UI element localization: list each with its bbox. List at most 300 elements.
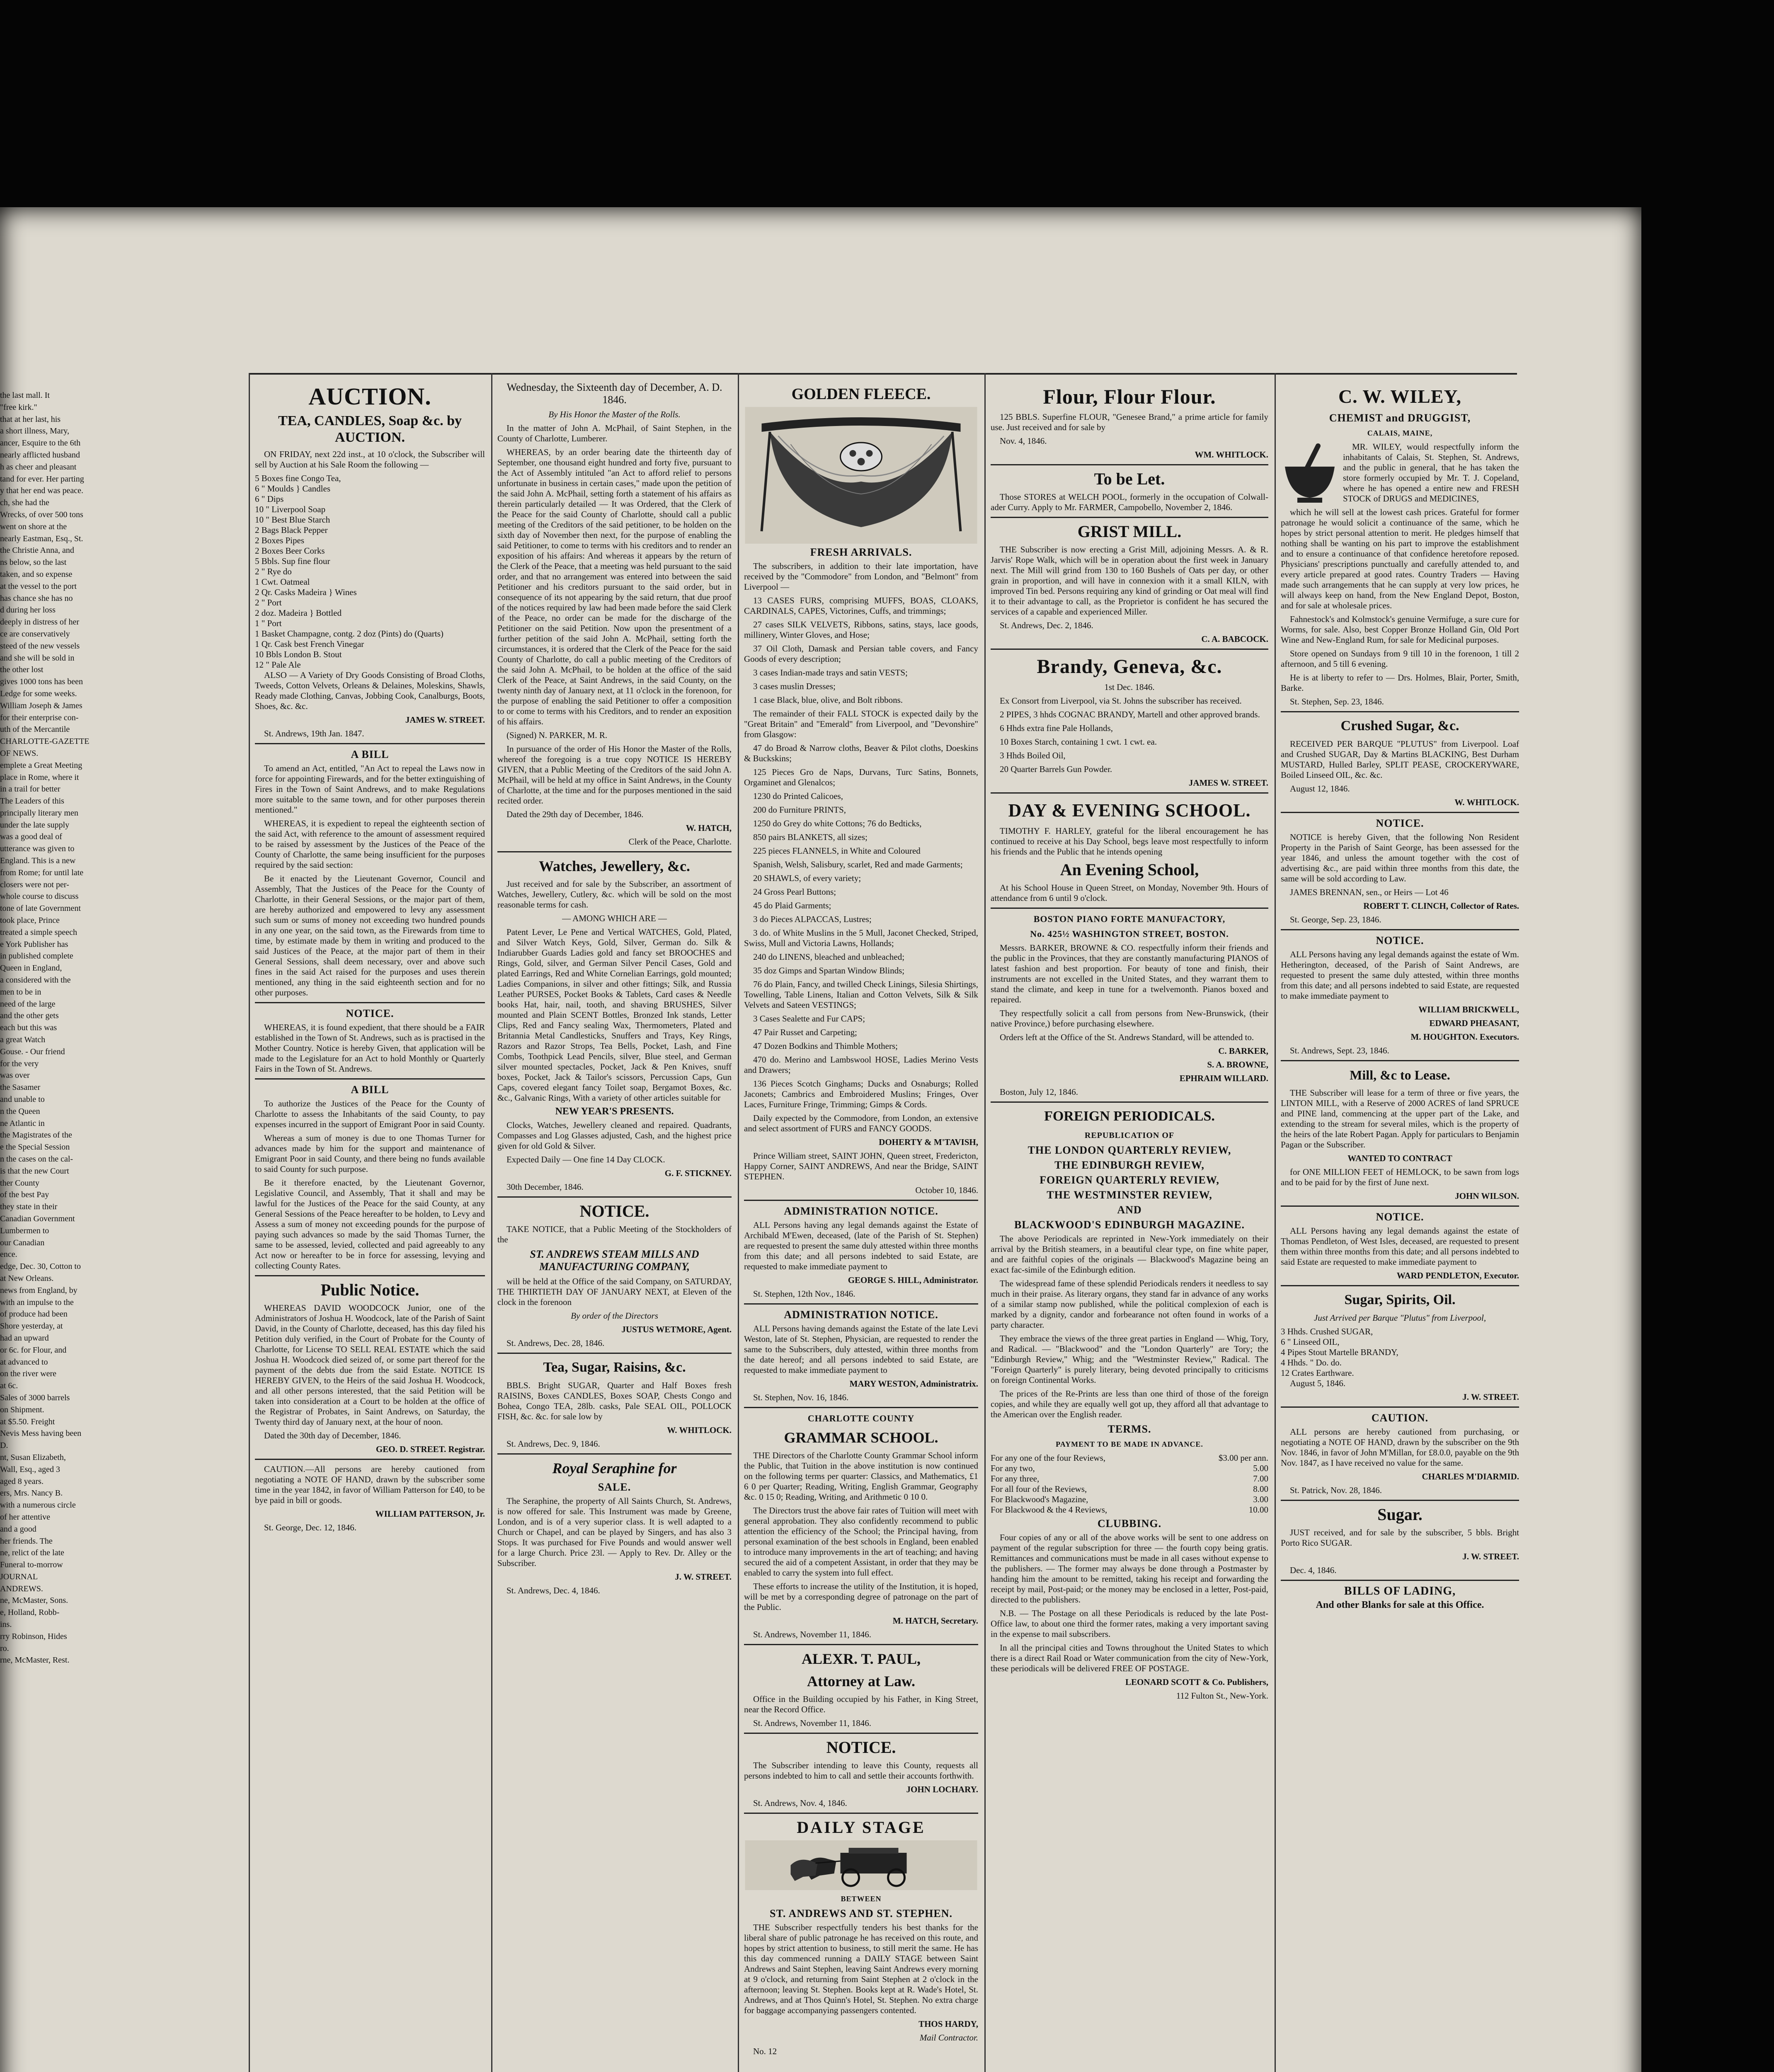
- spirits-item: 12 Crates Earthware.: [1281, 1368, 1354, 1378]
- fragment-line: d during her loss: [0, 605, 56, 615]
- terms-row: [991, 1484, 1268, 1494]
- grammar-county: CHARLOTTE COUNTY: [807, 1413, 915, 1423]
- auction-intro: ON FRIDAY, next 22d inst., at 10 o'clock, the Subscriber will sell by Auction at his Sale Room the following —: [255, 449, 485, 470]
- watches-list: Patent Lever, Le Pene and Vertical WATCHES, Gold, Plated, and Silver Watch Keys, Gold, Silver, German do. Silk & Indiarubber Guards Ladies gold and fancy set BROOCHES and Rings, Gold, silver, and German Silver Pencil Cases, Gold and plated Earrings, Red and White Cornelian Earrings, gold mounted; Ladies Companions, in silver and other fittings; Silk, and Russia Leather PURSES, Pocket Books & Tablets, Card cases & Needle books Hat, hair, nail, tooth, and shaving BRUSHES, Silver mounted and Plain SCENT Bottles, Bronzed Ink stands, Letter Clips, Red and Fancy sealing Wax, Thermometers, Plated and Britannia Metal Candlesticks, Snuffers and Trays, Key Rings, Razors and Razor Strops, Tea Bells, Pocket, Lash, and Fine Combs, Toothpick Lead Pencils, silver, Blue steel, and German silver mounted spectacles, Pocket, Jack & Pen Knives, snuff boxes, Pocket, Jack & Tailor's scissors, Percussion Caps, Gun Caps, covered elegant fancy Toilet soap, Bergamot Boxes, &c. &c., Galvanic Rings, With a variety of other articles suitable for: [497, 927, 732, 1103]
- fragment-line: and a good: [0, 1524, 36, 1534]
- fragment-line: the Christie Anna, and: [0, 546, 74, 555]
- fragment-line: tand for ever. Her parting: [0, 474, 84, 484]
- fragment-line: a considered with the: [0, 975, 71, 985]
- foreign-periodical: BLACKWOOD'S EDINBURGH MAGAZINE.: [1014, 1219, 1245, 1231]
- fragment-line: was a good deal of: [0, 832, 62, 842]
- spirits-sub: Just Arrived per Barque "Plutus" from Liverpool,: [1314, 1313, 1486, 1323]
- brandy-title: Brandy, Geneva, &c.: [1037, 656, 1222, 678]
- auction-date: St. Andrews, 19th Jan. 1847.: [264, 729, 364, 738]
- fragment-line: ne Atlantic in: [0, 1118, 45, 1128]
- auction-item: 12 " Pale Ale: [255, 660, 301, 670]
- fragment-line: deeply in distress of her: [0, 617, 80, 627]
- foreign-text-3: They embrace the views of the three great parties in England — Whig, Tory, and Radical. — "Blackwood" and the "London Quarterly" are Tory; the "Edinburgh Review," Whig; and the "Westminster Review," Radical. The "Foreign Quarterly" is purely literary, being devoted principally to criticisms on foreign Continental Works.: [991, 1334, 1268, 1385]
- terms-row: [991, 1453, 1268, 1463]
- fragment-line: at New Orleans.: [0, 1273, 54, 1283]
- fragment-line: ins.: [0, 1620, 12, 1629]
- spirits-item: 4 Hhds. " Do. do.: [1281, 1358, 1342, 1368]
- fragment-line: ers, Mrs. Nancy B.: [0, 1489, 63, 1498]
- foreign-text-2: The widespread fame of these splendid Periodicals renders it needless to say much in their praise. As literary organs, they stand far in advance of any works of a similar stamp now published, while the political complexion of each is marked by a dignity, candor and forbearance not often found in works of a party character.: [991, 1278, 1268, 1330]
- fleece-goods-item: 470 do. Merino and Lambswool HOSE, Ladies Merino Vests and Drawers;: [744, 1055, 978, 1075]
- fragment-line: principally literary men: [0, 808, 78, 818]
- by-order-date: St. Andrews, Dec. 28, 1846.: [507, 1338, 605, 1348]
- admin1-text: ALL Persons having any legal demands against the Estate of Archibald M'Ewen, deceased, (late of the Parish of St. Stephen) are requested to present the same duly attested within three months from this date; and all persons indebted to said Estate, are requested to make immediate payment to: [744, 1220, 978, 1271]
- piano-heading: BOSTON PIANO FORTE MANUFACTORY,: [1033, 914, 1226, 924]
- order-date-heading: Wednesday, the Sixteenth day of December, A. D. 1846.: [507, 381, 722, 406]
- fleece-goods-item: 850 pairs BLANKETS, all sizes;: [753, 832, 868, 842]
- fragment-line: of her attentive: [0, 1512, 51, 1522]
- caution-text-col5: ALL persons are hereby cautioned from purchasing, or negotiating a NOTE OF HAND, drawn by the subscriber on the 9th Nov. 1846, in favor of John M'Millan, for £8.0.0, payable on the 9th Nov. 1847, as I have received no value for the same.: [1281, 1427, 1519, 1468]
- wiley-text-5: He is at liberty to refer to — Drs. Holmes, Blair, Porter, Smith, Barke.: [1281, 673, 1519, 693]
- divider: [744, 1407, 978, 1408]
- auction-item: 10 Bbls London B. Stout: [255, 649, 342, 659]
- divider: [991, 517, 1268, 518]
- fragment-line: need of the large: [0, 999, 56, 1009]
- foreign-periodical: THE WESTMINSTER REVIEW,: [1047, 1189, 1212, 1201]
- terms-item: For any three,: [991, 1474, 1040, 1484]
- fragment-line: ne, McMaster, Sons.: [0, 1596, 68, 1605]
- bills-of-lading-text: And other Blanks for sale at this Office.: [1316, 1600, 1484, 1610]
- foreign-periodicals-list: [991, 1144, 1268, 1231]
- fragment-line: ne, relict of the late: [0, 1548, 64, 1558]
- stage-number: No. 12: [753, 2046, 777, 2056]
- order-signature: W. HATCH,: [686, 823, 732, 833]
- lochary-notice-text: The Subscriber intending to leave this County, requests all persons indebted to him to call and settle their accounts forthwith.: [744, 1760, 978, 1781]
- spirits-title: Sugar, Spirits, Oil.: [1344, 1292, 1456, 1307]
- fragment-line: nearly Eastman, Esq., St.: [0, 534, 83, 543]
- order-dated: Dated the 29th day of December, 1846.: [507, 809, 644, 819]
- fleece-signature: DOHERTY & M'TAVISH,: [879, 1137, 978, 1147]
- grammar-text-2: The Directors trust the above fair rates of Tuition will meet with general approbation. They also confidently recommend to public attention the efficiency of the School; the Principal having, from personal examination of the best schools in England, been enabled to introduce many improvements in the art of teaching; and having secured the aid of a competent Assistant, in order that they may be enabled to carry the system into full effect.: [744, 1506, 978, 1578]
- daily-stage-title: DAILY STAGE: [797, 1818, 926, 1837]
- fragment-line: they state in their: [0, 1202, 58, 1212]
- spirits-date: August 5, 1846.: [1290, 1378, 1346, 1388]
- golden-fleece-icon: [744, 407, 978, 544]
- to-be-let-title: To be Let.: [1094, 470, 1165, 488]
- divider: [1281, 812, 1519, 813]
- divider: [1281, 1500, 1519, 1501]
- foreign-periodical: AND: [1117, 1204, 1142, 1216]
- bill1-body: [255, 763, 485, 998]
- flour-title: Flour, Flour Flour.: [1043, 385, 1216, 408]
- caution-date-col5: St. Patrick, Nov. 28, 1846.: [1290, 1485, 1382, 1495]
- notice1-date: St. George, Sep. 23, 1846.: [1290, 915, 1381, 925]
- fragment-line: Nevis Mess having been: [0, 1429, 82, 1438]
- day-evening-school-title: DAY & EVENING SCHOOL.: [1008, 800, 1251, 821]
- notice2-signature: WILLIAM BRICKWELL,: [1418, 1005, 1519, 1014]
- stockholders-notice-rest: will be held at the Office of the said Company, on SATURDAY, THE THIRTIETH DAY OF JANUARY NEXT, at Eleven of the clock in the forenoon: [497, 1276, 732, 1307]
- fragment-line: or 6c. for Flour, and: [0, 1345, 67, 1355]
- paul-date: St. Andrews, November 11, 1846.: [753, 1718, 872, 1728]
- fragment-line: h as cheer and pleasant: [0, 462, 77, 472]
- terms-row: [991, 1494, 1268, 1505]
- terms-sub: PAYMENT TO BE MADE IN ADVANCE.: [1056, 1440, 1203, 1448]
- fragment-line: ce are conservatively: [0, 629, 70, 639]
- crushed-sugar-text: RECEIVED PER BARQUE "PLUTUS" from Liverpool. Loaf and Crushed SUGAR, Day & Martins BLACKING, Best Durham MUSTARD, Hulled Barley, SPLIT PEASE, CROCKERYWARE, Boiled Linseed OIL, &c. &c.: [1281, 739, 1519, 780]
- fragment-line: The Leaders of this: [0, 796, 64, 806]
- grist-mill-text: THE Subscriber is now erecting a Grist Mill, adjoining Messrs. A. & R. Jarvis' Rope Walk, which will be in operation about the first week in January next. The Mill will grind from 130 to 160 Bushels of Oats per day, or other grain in proportion, and will have in connexion with it a small KILN, with improved Tin bed. Persons requiring any kind of grinding or Oat meal will find it to their advantage to call, as the Proprietor is confident he has secured the services of a capable and experienced Miller.: [991, 545, 1268, 617]
- divider: [497, 1453, 732, 1455]
- lochary-notice-title: NOTICE.: [826, 1738, 896, 1757]
- divider: [255, 1078, 485, 1080]
- column-rule: [984, 373, 986, 2072]
- golden-fleece-title: GOLDEN FLEECE.: [791, 385, 931, 403]
- fragment-line: on the river were: [0, 1369, 57, 1379]
- divider: [255, 1002, 485, 1003]
- auction-item: 10 " Best Blue Starch: [255, 515, 330, 525]
- lochary-signature: JOHN LOCHARY.: [906, 1784, 978, 1794]
- mill-lease-title: Mill, &c to Lease.: [1350, 1067, 1450, 1082]
- fragment-line: was over: [0, 1071, 30, 1080]
- foreign-text-4: The prices of the Re-Prints are less than one third of those of the foreign copies, and while they are equally well got up, they afford all that advantage to the American over the English reader.: [991, 1389, 1268, 1419]
- school-text: TIMOTHY F. HARLEY, grateful for the liberal encouragement he has continued to receive at his Day School, begs leave most respectfully to inform his friends and the Public that he intends opening: [991, 826, 1268, 857]
- notice3-title: NOTICE.: [1376, 1211, 1424, 1223]
- auction-item: 10 " Liverpool Soap: [255, 504, 326, 514]
- wanted-title: WANTED TO CONTRACT: [1347, 1153, 1452, 1163]
- top-rule: [249, 373, 1517, 375]
- order-paragraph: (Signed) N. PARKER, M. R.: [507, 730, 608, 740]
- public-notice-title: Public Notice.: [320, 1280, 419, 1299]
- auction-item: 2 Bags Black Pepper: [255, 525, 328, 535]
- divider: [497, 1196, 732, 1198]
- fragment-line: ro.: [0, 1644, 9, 1653]
- terms-price: $3.00 per ann.: [1218, 1453, 1268, 1463]
- divider: [1281, 929, 1519, 930]
- grammar-text: THE Directors of the Charlotte County Grammar School inform the Public, that Tuition in the above institution is now continued on the following terms per quarter: Classics, and Mathematics, £1 6 0 per Quarter; Reading, Writing, English Grammar, Geography &c. 0 15 0; Reading, Writing, and Arithmetic 0 10 0.: [744, 1450, 978, 1502]
- grist-mill-signature: C. A. BABCOCK.: [1201, 634, 1268, 644]
- fragment-line: at 6c.: [0, 1381, 18, 1391]
- stockholders-notice-text: TAKE NOTICE, that a Public Meeting of the Stockholders of the: [497, 1224, 732, 1244]
- bill2-title: A BILL: [351, 1084, 389, 1096]
- caution-signature-col5: CHARLES M'DIARMID.: [1422, 1472, 1519, 1481]
- caution-signature: WILLIAM PATTERSON, Jr.: [375, 1509, 485, 1519]
- fragment-line: treated a simple speech: [0, 927, 78, 937]
- terms-price: 7.00: [1253, 1474, 1268, 1484]
- fragment-line: at advanced to: [0, 1357, 48, 1367]
- by-master-line: By His Honor the Master of the Rolls.: [548, 409, 681, 419]
- fragment-line: Ledge for some weeks.: [0, 689, 77, 698]
- brandy-item-list: [991, 709, 1268, 775]
- foreign-periodical: FOREIGN QUARTERLY REVIEW,: [1040, 1174, 1219, 1186]
- fragment-line: news from England, by: [0, 1285, 78, 1295]
- fragment-line: utterance was given to: [0, 844, 75, 854]
- fragment-line: our Canadian: [0, 1238, 45, 1247]
- divider: [255, 743, 485, 744]
- auction-item: 2 " Port: [255, 598, 282, 608]
- fragment-line: at the vessel to the port: [0, 581, 77, 591]
- fleece-goods-item: Spanish, Welsh, Salisbury, scarlet, Red and made Garments;: [753, 859, 963, 869]
- paul-title: Attorney at Law.: [807, 1673, 915, 1690]
- piano-text-2: They respectfully solicit a call from persons from New-Brunswick, (their native Province,) before purchasing elsewhere.: [991, 1008, 1268, 1029]
- fragment-line: is that the new Court: [0, 1166, 69, 1176]
- divider: [1281, 1580, 1519, 1581]
- terms-row: [991, 1505, 1268, 1515]
- watches-signature: G. F. STICKNEY.: [664, 1168, 732, 1178]
- auction-also: ALSO — A Variety of Dry Goods Consisting of Broad Cloths, Tweeds, Cotton Velvets, Orleans & Delaines, Moleskins, Shawls, Ready made Clothing, Canvas, Jobbing Cook, Canalburgs, Boots, Shoes, &c. &c.: [255, 670, 485, 711]
- fragment-line: a great Watch: [0, 1035, 46, 1045]
- fragment-line: the last mall. It: [0, 391, 50, 400]
- admin2-text: ALL Persons having demands against the Estate of the late Levi Weston, late of St. Stephen, Physician, are requested to render the same to the Subscribers, duly attested, within three months from the date hereof; and all persons indebted to said Estate, are requested to make immediate payment to: [744, 1324, 978, 1375]
- fragment-line: ch, she had the: [0, 498, 49, 508]
- wiley-title: C. W. WILEY,: [1338, 386, 1462, 407]
- auction-item: 5 Boxes fine Congo Tea,: [255, 473, 341, 483]
- piano-signature: C. BARKER,: [1218, 1046, 1268, 1056]
- stage-signature: THOS HARDY,: [919, 2019, 978, 2029]
- wiley-text-4: Store opened on Sundays from 9 till 10 in the forenoon, 1 till 2 afternoon, and 5 till 6 evening.: [1281, 649, 1519, 669]
- admin2-signature: MARY WESTON, Administratrix.: [849, 1379, 978, 1389]
- postage-text: N.B. — The Postage on all these Periodicals is reduced by the late Post-Office law, to about one third the former rates, making a very important saving in the expense to mail subscribers.: [991, 1608, 1268, 1639]
- crushed-sugar-date: August 12, 1846.: [1290, 784, 1350, 794]
- terms-price: 3.00: [1253, 1494, 1268, 1504]
- brandy-from: Ex Consort from Liverpool, via St. Johns the subscriber has received.: [1000, 696, 1242, 706]
- fragment-line: CHARLOTTE-GAZETTE: [0, 737, 90, 746]
- terms-item: For Blackwood & the 4 Reviews,: [991, 1505, 1108, 1515]
- foreign-periodical: THE EDINBURGH REVIEW,: [1054, 1159, 1204, 1171]
- fleece-goods-item: 125 Pieces Gro de Naps, Durvans, Turc Satins, Bonnets, Orgaminet and Glenalcos;: [744, 767, 978, 787]
- column-rule: [249, 373, 250, 2072]
- fragment-line: the other lost: [0, 665, 44, 675]
- fleece-goods-item: 20 SHAWLS, of every variety;: [753, 873, 861, 883]
- wiley-date: St. Stephen, Sep. 23, 1846.: [1290, 697, 1384, 707]
- sugar2-title: Sugar.: [1377, 1505, 1423, 1524]
- bill2-paragraph: To authorize the Justices of the Peace for the County of Charlotte to assess the Inhabitants of the said County, to pay expenses incurred in the support of Emigrant Poor in said County.: [255, 1099, 485, 1129]
- fragment-line: Wrecks, of over 500 tons: [0, 510, 83, 519]
- clubbing-text: Four copies of any or all of the above works will be sent to one address on payment of the regular subscription for three — the fourth copy being gratis. Remittances and communications must be made in all cases without expense to the publishers. — The former may always be done through a Postmaster by handing him the amount to be remitted, taking his receipt and forwarding the receipt by mail, Post-paid; or the money may be enclosed in a letter, Post-paid, directed to the publishers.: [991, 1532, 1268, 1605]
- brandy-item: 2 PIPES, 3 hhds COGNAC BRANDY, Martell and other approved brands.: [1000, 709, 1260, 719]
- company-name: ST. ANDREWS STEAM MILLS AND MANUFACTURING COMPANY,: [530, 1248, 699, 1273]
- piano-text-3: Orders left at the Office of the St. Andrews Standard, will be attended to.: [1000, 1032, 1254, 1042]
- stockholders-notice-title: NOTICE.: [579, 1202, 649, 1220]
- fragment-line: ancer, Esquire to the 6th: [0, 438, 81, 448]
- fleece-goods-item: 37 Oil Cloth, Damask and Persian table covers, and Fancy Goods of every description;: [744, 644, 978, 664]
- tea-sugar-signature: W. WHITLOCK.: [667, 1425, 732, 1435]
- fragment-line: men to be in: [0, 987, 41, 997]
- wiley-text-2: which he will sell at the lowest cash prices. Grateful for former patronage he would solicit a continuance of the same, which he hopes by strict personal attention to merit. He pledges himself that nothing shall be wanting on his part to improve the establishment and to ensure a continuance of that confidence heretofore reposed. Physicians' prescriptions punctually and carefully attended to, and every article prepared at good rates. Country Traders — Having made such arrangements that he can supply at very low prices, he will always keep on hand, from the New England Depot, Boston, and for sale at wholesale prices.: [1281, 507, 1519, 610]
- fragment-line: ns below, so the last: [0, 558, 67, 567]
- grammar-signature: M. HATCH, Secretary.: [892, 1616, 978, 1626]
- fragment-line: rne, McMaster, Rest.: [0, 1656, 70, 1665]
- fragment-line: under the late supply: [0, 820, 70, 830]
- grammar-date: St. Andrews, November 11, 1846.: [753, 1629, 872, 1639]
- bill1-paragraph: To amend an Act, entitled, "An Act to repeal the Laws now in force for appointing Firewards, and for the better extinguishing of Fires in the Town of Saint Andrews, and to make Regulations more suitable to the same town, and for other purposes therein mentioned.": [255, 763, 485, 815]
- fragment-line: n the cases on the cal-: [0, 1155, 73, 1164]
- fresh-arrivals: FRESH ARRIVALS.: [810, 546, 912, 558]
- fleece-goods-item: 240 do LINENS, bleached and unbleached;: [753, 952, 905, 962]
- fleece-goods-item: 3 do. of White Muslins in the 5 Mull, Jaconet Checked, Striped, Swiss, Mull and Victoria Lawns, Hollands;: [744, 928, 978, 948]
- fragment-line: with a numerous circle: [0, 1501, 76, 1510]
- bill1-paragraph: Be it enacted by the Lieutenant Governor, Council and Assembly, That the Justices of the Peace for the County of Charlotte, in their General Sessions, or the major part of them, are hereby authorized and empowered to levy any assessment such sum or sums of money not exceeding two hundred pounds in any one year, on the said town, as the Firewards from time to time, by estimate made by them in writing and produced to the said Justices of the Peace, at the major part of them in their General Sessions, shall deem necessary, over and above such fines in the said Act raised for the purposes and uses therein mentioned, any thing in the said eighteenth section and for no other purposes.: [255, 874, 485, 997]
- notice3-signature: WARD PENDLETON, Executor.: [1396, 1271, 1519, 1280]
- fleece-goods-item: 27 cases SILK VELVETS, Ribbons, satins, stays, lace goods, millinery, Winter Gloves, and Hose;: [744, 620, 978, 640]
- flour-text: 125 BBLS. Superfine FLOUR, "Genesee Brand," a prime article for family use. Just received and for sale by: [991, 412, 1268, 432]
- bill1-paragraph: WHEREAS, it is expedient to repeal the eighteenth section of the said Act, with reference to the amount of assessment required to be raised by assessment by the Justices of the Peace of the County of Charlotte, the same being insufficient for the purposes required by the said section:: [255, 818, 485, 870]
- divider: [744, 1303, 978, 1305]
- fleece-goods-item: 47 Dozen Bodkins and Thimble Mothers;: [753, 1041, 898, 1051]
- crushed-sugar-title: Crushed Sugar, &c.: [1340, 718, 1459, 733]
- order-paragraph: WHEREAS, by an order bearing date the thirteenth day of September, one thousand eight hundred and forty five, pursuant to the Act of Assembly intituled "an Act to afford relief to persons unfortunate in business in certain cases," made upon the petition of the said John A. McPhail, setting forth a statement of his affairs as therein particularly detailed — It was Ordered, that the Clerk of the Peace for the said County of Charlotte, should call a public meeting of the Creditors of the said petitioner, to be holden on the sixth day of November then next, for the purpose of enabling the said Petitioner, to come to terms with his creditors and to render an exposition of his affairs: And whereas it appears by the return of the Clerk of the Peace, that a meeting was held pursuant to the said order, and that no arrangement was entered into between the said Petitioner and his creditors pursuant to the said order, but in consequence of its not appearing by the said return, that due proof of the notices required by law had been made before the said Clerk of the Peace, no order can be made for the discharge of the Petitioner on the said Petition. Now upon the presentment of a further petition of the said John A. McPhail, setting forth the circumstances, it is ordered that the Clerk of the Peace for the said County of Charlotte, do call a public meeting of the Creditors of the said John A. McPhail, to be holden at the office of the said Clerk of the Peace, at Saint Andrews, in the said County, on the twenty ninth day of January next, at 11 o'clock in the forenoon, for the purpose of enabling the said Petitioner to offer a composition to or come to terms with his Creditors, and to render an exposition of his affairs.: [497, 447, 732, 726]
- auction-item: 2 Qr. Casks Madeira } Wines: [255, 587, 357, 597]
- fragment-line: had an upward: [0, 1333, 49, 1343]
- fleece-goods-item: 1250 do Grey do white Cottons; 76 do Bedticks,: [753, 818, 922, 828]
- order-body: [497, 447, 732, 806]
- new-years-presents: NEW YEAR'S PRESENTS.: [555, 1106, 674, 1117]
- divider: [744, 1200, 978, 1201]
- grammar-text-3: These efforts to increase the utility of the Institution, it is hoped, will be met by a corresponding degree of patronage on the part of the Public.: [744, 1581, 978, 1612]
- column-rule: [1275, 373, 1276, 2072]
- auction-item: 1 " Port: [255, 618, 282, 628]
- by-order-signature: JUSTUS WETMORE, Agent.: [621, 1324, 732, 1334]
- terms-row: [991, 1463, 1268, 1474]
- fragment-line: Funeral to-morrow: [0, 1560, 63, 1570]
- caution-date: St. George, Dec. 12, 1846.: [264, 1523, 356, 1532]
- fragment-line: went on shore at the: [0, 522, 67, 531]
- fragment-line: edge, Dec. 30, Cotton to: [0, 1262, 81, 1271]
- notice2-signature: EDWARD PHEASANT,: [1429, 1018, 1519, 1028]
- stage-signature-title: Mail Contractor.: [919, 2033, 978, 2043]
- admin2-date: St. Stephen, Nov. 16, 1846.: [753, 1392, 849, 1402]
- fleece-goods-item: 3 Cases Sealette and Fur CAPS;: [753, 1014, 865, 1024]
- fragment-line: steed of the new vessels: [0, 641, 80, 651]
- fleece-goods-item: 3 do Pieces ALPACCAS, Lustres;: [753, 914, 872, 924]
- spirits-signature: J. W. STREET.: [1462, 1392, 1519, 1402]
- fleece-goods-item: 1 case Black, blue, olive, and Bolt ribbons.: [753, 695, 903, 705]
- public-notice-signature: GEO. D. STREET. Registrar.: [376, 1444, 485, 1454]
- bill1-title: A BILL: [351, 748, 389, 760]
- fleece-goods-item: 47 Pair Russet and Carpeting;: [753, 1027, 857, 1037]
- piano-date: Boston, July 12, 1846.: [1000, 1087, 1078, 1097]
- auction-item: 2 " Rye do: [255, 566, 292, 576]
- tea-sugar-date: St. Andrews, Dec. 9, 1846.: [507, 1439, 600, 1449]
- paul-text: Office in the Building occupied by his Father, in King Street, near the Record Office.: [744, 1694, 978, 1714]
- seraphine-text: The Seraphine, the property of All Saints Church, St. Andrews, is now offered for sale. This Instrument was made by Greene, London, and is of a very superior class. It is well adapted to a Church or Chapel, and can be played by Singers, and has also 3 Stops. It was purchased for Five Pounds and would answer well for a large Church. Price 23l. — Apply to Rev. Dr. Alley or the Subscriber.: [497, 1496, 732, 1568]
- fleece-goods-item: 13 CASES FURS, comprising MUFFS, BOAS, CLOAKS, CARDINALS, CAPES, Victorines, Cuffs, and trimmings;: [744, 595, 978, 616]
- auction-title: AUCTION.: [308, 383, 431, 410]
- fragment-line: England. This is a new: [0, 856, 76, 866]
- fragment-line: the Magistrates of the: [0, 1130, 72, 1140]
- notice2-text: ALL Persons having any legal demands against the estate of Wm. Hetherington, deceased, of the Parish of Saint Andrews, are requested to present the same duly attested, within three months from this date; and all persons indebted to said Estate, are requested to make immediate payment to: [1281, 949, 1519, 1001]
- fragment-line: ANDREWS.: [0, 1584, 43, 1593]
- fragment-line: in published complete: [0, 951, 73, 961]
- auction-item: 2 Boxes Pipes: [255, 535, 305, 545]
- brandy-signature: JAMES W. STREET.: [1188, 778, 1268, 788]
- stage-between: BETWEEN: [841, 1895, 882, 1903]
- fleece-goods-item: 200 do Furniture PRINTS,: [753, 805, 846, 815]
- divider: [744, 1644, 978, 1645]
- flour-date: Nov. 4, 1846.: [1000, 436, 1047, 446]
- watches-title: Watches, Jewellery, &c.: [539, 858, 690, 874]
- divider: [1281, 711, 1519, 712]
- fleece-goods-item: 24 Gross Pearl Buttons;: [753, 887, 836, 897]
- matter-of: In the matter of John A. McPhail, of Saint Stephen, in the County of Charlotte, Lumberer.: [497, 423, 732, 443]
- fleece-goods-item: 76 do Plain, Fancy, and twilled Check Linings, Silesia Shirtings, Towelling, Table Linens, Italian and Cotton Velvets, Silk & Silk Velvets and Sateen VESTINGS;: [744, 979, 978, 1010]
- fragment-line: and she will be sold in: [0, 653, 75, 663]
- watches-intro: Just received and for sale by the Subscriber, an assortment of Watches, Jewellery, Cutlery, &c. which will be sold on the most reasonable terms for cash.: [497, 879, 732, 910]
- fleece-goods-item: 3 cases muslin Dresses;: [753, 681, 836, 691]
- caution-title: CAUTION.: [1371, 1412, 1429, 1424]
- terms-item: For any two,: [991, 1463, 1035, 1473]
- divider: [991, 908, 1268, 909]
- foreign-periodical: THE LONDON QUARTERLY REVIEW,: [1028, 1144, 1231, 1156]
- divider: [991, 649, 1268, 650]
- piano-address: No. 425½ WASHINGTON STREET, BOSTON.: [1030, 929, 1229, 939]
- paul-name: ALEXR. T. PAUL,: [801, 1651, 921, 1667]
- to-be-let-text: Those STORES at WELCH POOL, formerly in the occupation of Colwall-ader Curry. Apply to Mr. FARMER, Campobello, November 2, 1846.: [991, 492, 1268, 512]
- admin2-title: ADMINISTRATION NOTICE.: [784, 1309, 938, 1321]
- fragment-line: and the other gets: [0, 1011, 59, 1021]
- column-1: [255, 381, 485, 2072]
- divider: [991, 792, 1268, 794]
- brandy-item: 20 Quarter Barrels Gun Powder.: [1000, 764, 1112, 774]
- piano-text: Messrs. BARKER, BROWNE & CO. respectfully inform their friends and the public in the Provinces, that they are constantly manufacturing PIANOS of latest fashion and best proportion. For beauty of tone and finish, their instruments are not excelled in the United States, and they warrant them to stand the climate, and keep in tune for a twelvemonth. Pianos boxed and repaired.: [991, 943, 1268, 1005]
- seraphine-signature: J. W. STREET.: [675, 1572, 732, 1582]
- fragment-line: that at her last, his: [0, 414, 61, 424]
- wiley-text: MR. WILEY, would respectfully inform the inhabitants of Calais, St. Stephen, St. Andrews, and the public in general, that he has taken the store formerly occupied by Mr. T. J. Copeland, where he has opened a entire new and FRESH STOCK of DRUGS and MEDICINES,: [1343, 442, 1519, 503]
- by-order: By order of the Directors: [571, 1311, 658, 1321]
- foreign-sub: REPUBLICATION OF: [1084, 1131, 1175, 1140]
- fragment-line: Gouse. - Our friend: [0, 1047, 65, 1056]
- divider: [1281, 1060, 1519, 1061]
- fragment-line: Wall, Esq., aged 3: [0, 1464, 61, 1474]
- crushed-sugar-signature: W. WHITLOCK.: [1454, 797, 1519, 807]
- auction-item: 1 Basket Champagne, contg. 2 doz (Pints) do (Quarts): [255, 629, 444, 639]
- divider: [255, 1459, 485, 1460]
- fragment-line: a short illness, Mary,: [0, 426, 70, 436]
- fragment-line: e York Publisher has: [0, 939, 68, 949]
- fleece-intro: The subscribers, in addition to their late importation, have received by the "Commodore" from London, and "Belmont" from Liverpool —: [744, 561, 978, 592]
- auction-item-list: [255, 473, 485, 670]
- publisher-signature: LEONARD SCOTT & Co. Publishers,: [1125, 1677, 1268, 1687]
- mill-lease-text: THE Subscriber will lease for a term of three or five years, the LINTON MILL, with a Reserve of 2000 ACRES of land SPRUCE and PINE land, commencing at the upper part of the Lake, and extending to the stream for several miles, which is the property of the heirs of the late Robert Pagan. Apply for particulars to Benjamin Pagan or the Subscriber.: [1281, 1088, 1519, 1150]
- fair-notice-text: WHEREAS, it is found expedient, that there should be a FAIR established in the Town of St. Andrews, such as is practised in the Mother Country. Notice is hereby Given, that application will be made to the Legislature for an Act to hold Monthly or Quarterly Fairs in the Town of St. Andrews.: [255, 1022, 485, 1074]
- fragment-line: Lumbermen to: [0, 1226, 49, 1235]
- auction-item: 1 Cwt. Oatmeal: [255, 577, 310, 587]
- admin1-signature: GEORGE S. HILL, Administrator.: [848, 1275, 978, 1285]
- bill2-body: [255, 1099, 485, 1271]
- divider: [1281, 1285, 1519, 1286]
- foreign-text: The above Periodicals are reprinted in New-York immediately on their arrival by the British steamers, in a beautiful clear type, on fine white paper, and are faithful copies of the originals — Blackwood's Magazine being an exact fac-simile of the Edinburgh edition.: [991, 1234, 1268, 1275]
- fragment-line: Shore yesterday, at: [0, 1322, 63, 1331]
- fragment-line: whole course to discuss: [0, 892, 79, 901]
- piano-signature: S. A. BROWNE,: [1207, 1060, 1268, 1070]
- fragment-line: at $5.50. Freight: [0, 1417, 55, 1426]
- grammar-title: GRAMMAR SCHOOL.: [784, 1429, 938, 1446]
- order-paragraph: In pursuance of the order of His Honor the Master of the Rolls, whereof the foregoing is a true copy NOTICE IS HEREBY GIVEN, that a Public Meeting of the Creditors of the said John A. McPhail, will be held at my office in Saint Andrews, in the County of Charlotte, at the time and for the purposes mentioned in the said recited order.: [497, 744, 732, 806]
- caution-text: CAUTION.—All persons are hereby cautioned from negotiating a NOTE OF HAND, drawn by the subscriber some time in the year 1842, in favor of William Patterson for £40, to be bye paid in bill or goods.: [255, 1464, 485, 1505]
- divider: [1281, 1205, 1519, 1207]
- spirits-item: 4 Pipes Stout Martelle BRANDY,: [1281, 1347, 1398, 1357]
- foreign-periodicals-title: FOREIGN PERIODICALS.: [1044, 1109, 1215, 1124]
- auction-subtitle: TEA, CANDLES, Soap &c. by AUCTION.: [278, 413, 462, 445]
- column-rule: [738, 373, 739, 2072]
- clubbing-title: CLUBBING.: [1097, 1518, 1162, 1530]
- terms-table: [991, 1453, 1268, 1515]
- wiley-sub: CHEMIST and DRUGGIST,: [1329, 412, 1471, 424]
- brandy-item: 3 Hhds Boiled Oil,: [1000, 750, 1066, 760]
- fragment-line: nearly afflicted husband: [0, 450, 80, 460]
- public-notice-text: WHEREAS DAVID WOODCOCK Junior, one of the Administrators of Joshua H. Woodcock, late of the Parish of Saint David, in the County of Charlotte, deceased, has this day filed his Petition duly verified, in the Court of Probate for the County of Charlotte, for License TO SELL REAL ESTATE which the said Joshua H. Woodcock died seized of, or some part thereof for the payment of the debts due from the said Estate. NOTICE IS HEREBY GIVEN, to the Heirs of the said Joshua H. Woodcock, and all other persons interested, that the said Petition will be taken into consideration at a Court to be holden at the office of the Registrar of Probates, in Saint Andrews, on Saturday, the Twenty third day of January next, at the hour of noon.: [255, 1303, 485, 1427]
- evening-school-title: An Evening School,: [1060, 860, 1199, 879]
- fragment-line: ther County: [0, 1178, 39, 1188]
- seraphine-subtitle: SALE.: [598, 1481, 631, 1493]
- spirits-item: 3 Hhds. Crushed SUGAR,: [1281, 1326, 1373, 1336]
- fragment-line: each but this was: [0, 1023, 57, 1033]
- terms-price: 5.00: [1253, 1463, 1268, 1473]
- fragment-line: took place, Prince: [0, 916, 60, 925]
